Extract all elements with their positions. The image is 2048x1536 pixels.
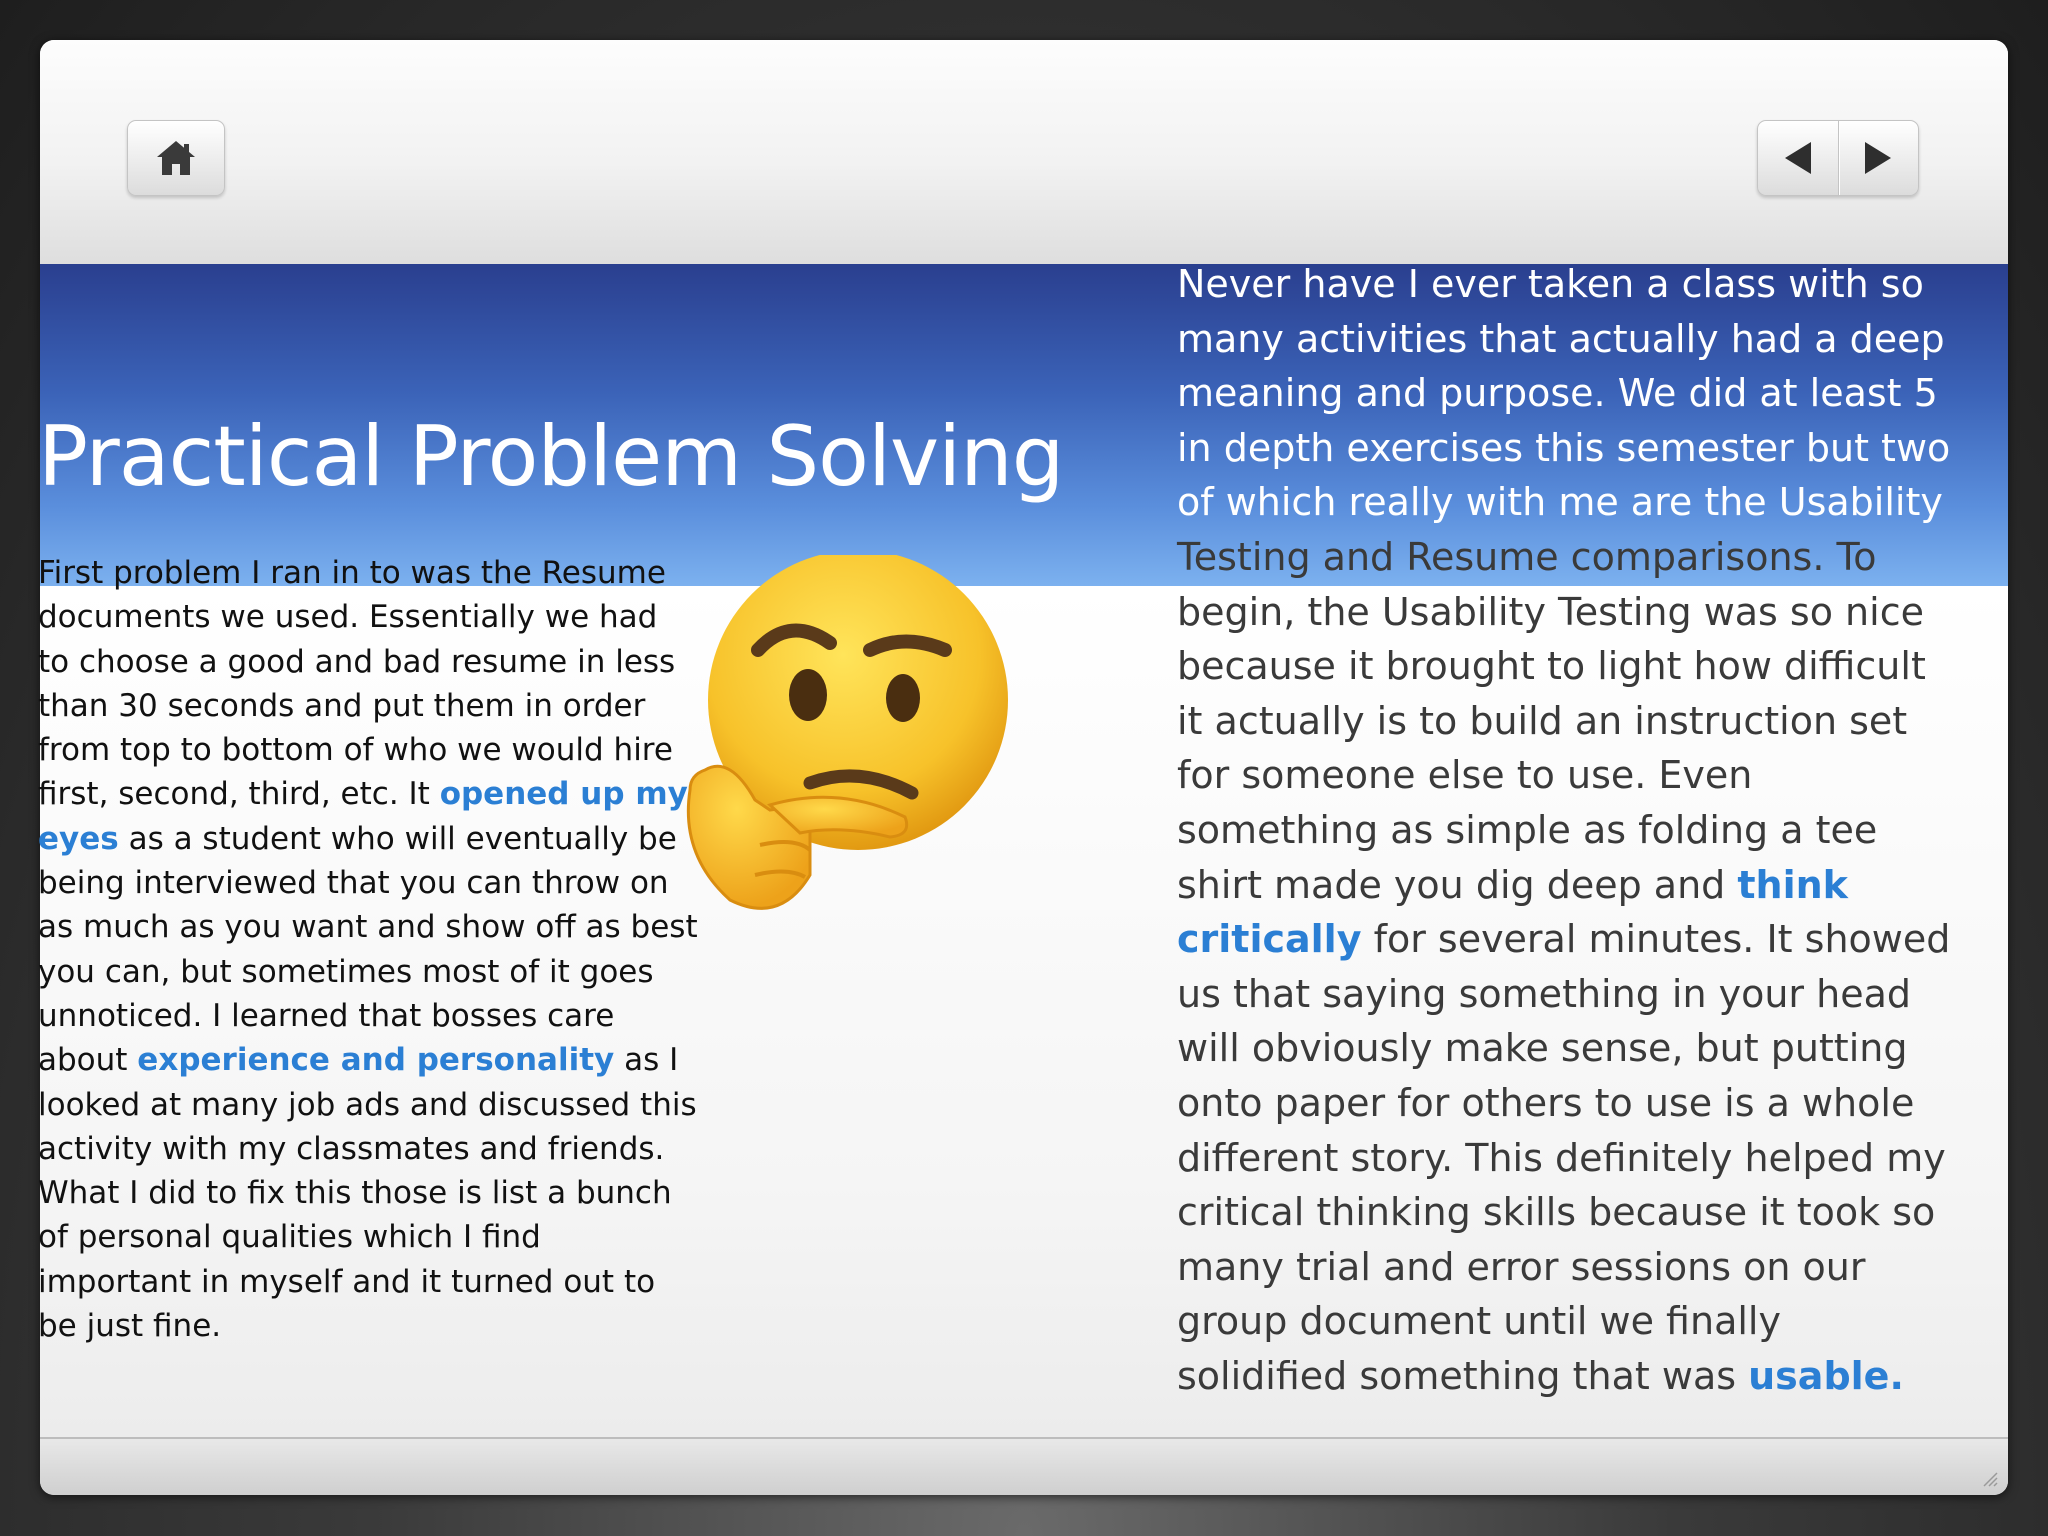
home-button[interactable] (127, 120, 225, 196)
highlight-think-critically: think critically (1177, 862, 1848, 962)
previous-slide-button[interactable] (1758, 121, 1838, 195)
right-paragraph (1177, 257, 1957, 1403)
triangle-left-icon (1781, 140, 1815, 176)
navigation-buttons (1757, 120, 1919, 196)
resize-grip-icon[interactable] (1978, 1467, 1998, 1487)
thinking-face-emoji (660, 555, 1010, 935)
highlight-usable: usable. (1748, 1353, 1904, 1398)
next-slide-button[interactable] (1839, 121, 1919, 195)
slide-title: Practical Problem Solving (38, 408, 1064, 505)
left-paragraph (38, 551, 698, 1348)
home-icon (154, 138, 198, 178)
highlight-opened-up-my-eyes: opened up my eyes (38, 776, 688, 857)
right-text-intro: Never have I ever taken a class with so many activities that actually had a deep meaning and purpose. We did at least 5 in depth exercises this semester but two of which really with me are the Usability (1177, 262, 1951, 525)
highlight-experience-and-personality: experience and personality (137, 1042, 615, 1079)
toolbar (40, 40, 2008, 265)
left-text-part-3: as I looked at many job ads and discussed this activity with my classmates and friends. What I did to fix this those is list a bunch of personal qualities which I find important in myself and it turned out to be just fine. (38, 1042, 697, 1345)
left-text-part-1: First problem I ran in to was the Resume documents we used. Essentially we had to choose a good and bad resume in less than 30 seconds and put them in order from top to bottom of who we would hire first, second, third, etc. It (38, 555, 676, 813)
triangle-right-icon (1861, 140, 1895, 176)
left-text-part-2: as a student who will eventually be being interviewed that you can throw on as much as you want and show off as best you can, but sometimes most of it goes unnoticed. I learned that bosses care about (38, 820, 698, 1079)
right-text-part-2: for several minutes. It showed us that saying something in your head will obviously make sense, but putting onto paper for others to use is a whole different story. This definitely helped my critical thinking skills because it took so many trial and error sessions on our group document until we finally solidified something that was (1177, 917, 1951, 1398)
right-text-part-1: Testing and Resume comparisons. To begin, the Usability Testing was so nice because it brought to light how difficult it actually is to build an instruction set for someone else to use. Even something as simple as folding a tee shirt made you dig deep and (1177, 534, 1926, 907)
status-bar (40, 1437, 2008, 1495)
